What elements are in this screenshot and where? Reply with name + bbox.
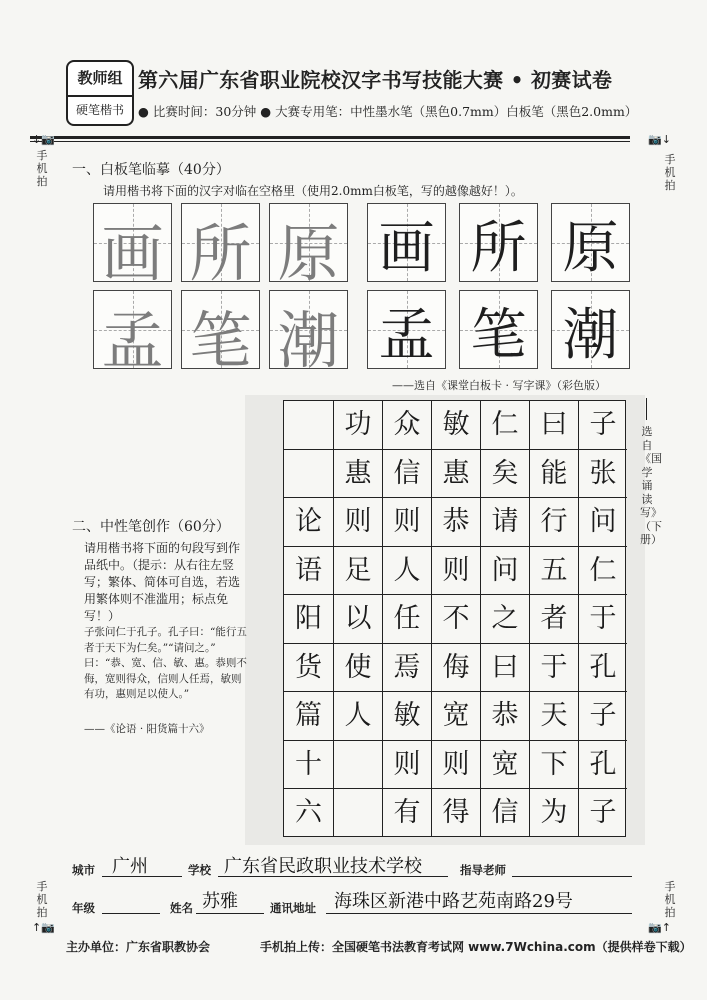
vertical-source: 选自《国学诵读写》（下册）	[640, 425, 662, 546]
grid-cell: 惠	[334, 450, 382, 499]
grid-cell: 于	[530, 644, 578, 693]
grid-cell: 孔	[579, 644, 627, 693]
writing-grid	[283, 400, 626, 837]
grid-cell: 恭	[481, 692, 529, 741]
grid-cell: 敏	[432, 401, 480, 450]
grid-cell: 侮	[432, 644, 480, 693]
quote-text: 子张问仁于孔子。孔子曰：“能行五者于天下为仁矣。”“请问之。” 曰：“恭、宽、信、敏、惠。恭则不侮，宽则得众，信则人任焉，敏则有功，惠则足以使人。”	[84, 626, 247, 700]
grid-cell: 语	[284, 547, 333, 596]
badge-group-label: 教师组	[68, 62, 132, 97]
section1-source: ——选自《课堂白板卡 · 写字课》（彩色版）	[392, 379, 606, 392]
grid-cell: 子	[579, 692, 627, 741]
grid-cell: 宽	[481, 741, 529, 790]
practice-cell: 潮	[551, 290, 630, 369]
grid-cell: 足	[334, 547, 382, 596]
grid-cell: 恭	[432, 498, 480, 547]
grid-cell: 者	[530, 595, 578, 644]
section1-heading: 一、白板笔临摹（40分）	[72, 162, 230, 178]
grid-cell: 敏	[383, 692, 431, 741]
address-line	[326, 913, 632, 914]
grid-cell: 论	[284, 498, 333, 547]
grid-cell: 货	[284, 644, 333, 693]
practice-cell: 原	[551, 203, 630, 282]
header-rule	[30, 136, 630, 139]
grid-cell: 子	[589, 797, 617, 828]
grid-cell: 众	[383, 401, 431, 450]
grid-cell: 曰	[481, 644, 529, 693]
model-cell: 潮	[269, 290, 348, 369]
grid-cell: 十	[284, 741, 333, 790]
grid-cell: 任	[383, 595, 431, 644]
teacher-label: 指导老师	[460, 863, 506, 877]
grid-cell: 信	[383, 450, 431, 499]
grid-cell: 得	[442, 797, 470, 828]
grid-cell: 人	[383, 547, 431, 596]
grid-cell: 则	[383, 498, 431, 547]
grid-column	[431, 401, 480, 836]
grid-cell: 六	[295, 797, 322, 828]
city-label: 城市	[72, 863, 95, 877]
grid-cell	[284, 401, 333, 450]
grid-cell: 以	[334, 595, 382, 644]
model-cell: 画	[93, 203, 172, 282]
address-value: 海珠区新港中路艺苑南路29号	[334, 891, 573, 912]
city-value: 广州	[112, 856, 148, 877]
quote-source: ——《论语 · 阳货篇十六》	[84, 723, 210, 735]
grid-cell	[334, 741, 382, 790]
name-line	[196, 913, 264, 914]
header-rule-thin	[30, 141, 630, 142]
teacher-line	[512, 876, 632, 877]
school-label: 学校	[188, 863, 211, 877]
grade-label: 年级	[72, 901, 95, 915]
grid-cell: 之	[481, 595, 529, 644]
grid-cell: 子	[579, 401, 627, 450]
grid-cell: 孔	[579, 741, 627, 790]
grid-cell: 阳	[284, 595, 333, 644]
section2-instruction: 请用楷书将下面的句段写到作品纸中。（提示：从右往左竖写；繁体、简体可自选，若选用繁体则不准滥用；标点免写！）	[84, 541, 241, 623]
grid-cell: 问	[579, 498, 627, 547]
camera-icon: ↓📷	[32, 133, 55, 146]
upload-info: 手机拍上传：全国硬笔书法教育考试网 www.7Wchina.com（提供样卷下载）	[260, 940, 692, 954]
grid-cell: 张	[579, 450, 627, 499]
grid-cell: 则	[334, 498, 382, 547]
practice-cell: 所	[459, 203, 538, 282]
grid-column	[480, 401, 529, 836]
section2-heading: 二、中性笔创作（60分）	[72, 519, 230, 535]
grid-cell: 则	[432, 547, 480, 596]
address-label: 通讯地址	[270, 901, 316, 915]
grid-cell: 天	[530, 692, 578, 741]
group-badge	[66, 60, 134, 126]
grid-column	[284, 401, 333, 836]
side-label-right-top: 手机拍	[664, 153, 676, 192]
grid-cell: 惠	[432, 450, 480, 499]
grid-cell: 能	[530, 450, 578, 499]
grid-cell: 于	[579, 595, 627, 644]
camera-icon: ↑📷	[32, 921, 55, 934]
side-label-left-top: 手机拍	[36, 149, 48, 188]
grid-cell: 行	[530, 498, 578, 547]
grid-cell: 曰	[530, 401, 578, 450]
grid-cell: 宽	[432, 692, 480, 741]
grid-cell: 则	[383, 741, 431, 790]
grid-cell: 问	[481, 547, 529, 596]
grid-column	[578, 401, 627, 836]
grid-cell: 矣	[481, 450, 529, 499]
name-label: 姓名	[170, 901, 193, 915]
grade-line	[102, 913, 160, 914]
grid-cell: 使	[334, 644, 382, 693]
model-cell: 孟	[93, 290, 172, 369]
grid-cell: 功	[334, 401, 382, 450]
grid-column	[382, 401, 431, 836]
grid-cell: 请	[481, 498, 529, 547]
practice-cell: 孟	[367, 290, 446, 369]
side-label-right-bottom: 手机拍	[664, 880, 676, 919]
grid-cell: 不	[432, 595, 480, 644]
grid-cell: 人	[334, 692, 382, 741]
side-label-left-bottom: 手机拍	[36, 880, 48, 919]
model-cell: 所	[181, 203, 260, 282]
grid-cell	[334, 789, 382, 838]
school-value: 广东省民政职业技术学校	[224, 856, 422, 877]
grid-cell: 信	[491, 797, 519, 828]
grid-column	[529, 401, 578, 836]
exam-info: ● 比赛时间：30分钟 ● 大赛专用笔：中性墨水笔（黑色0.7mm）白板笔（黑色2.0mm）	[138, 104, 638, 119]
grid-cell: 仁	[481, 401, 529, 450]
grid-cell: 焉	[383, 644, 431, 693]
grid-cell: 仁	[579, 547, 627, 596]
grid-cell: 五	[530, 547, 578, 596]
grid-cell: 下	[530, 741, 578, 790]
camera-icon: 📷↑	[648, 921, 671, 934]
organizer: 主办单位：广东省职教协会	[66, 940, 211, 954]
grid-cell: 为	[540, 797, 568, 828]
practice-cell: 笔	[459, 290, 538, 369]
source-rule	[646, 398, 647, 420]
grid-cell	[284, 450, 333, 499]
practice-cell: 画	[367, 203, 446, 282]
badge-category-label: 硬笔楷书	[75, 103, 124, 117]
model-cell: 原	[269, 203, 348, 282]
camera-icon: 📷↓	[648, 133, 671, 146]
grid-cell: 有	[393, 797, 421, 828]
name-value: 苏雅	[202, 891, 238, 912]
grid-column	[333, 401, 382, 836]
grid-cell: 篇	[284, 692, 333, 741]
section1-instruction: 请用楷书将下面的汉字对临在空格里（使用2.0mm白板笔，写的越像越好！）。	[103, 184, 523, 198]
model-cell: 笔	[181, 290, 260, 369]
grid-cell: 则	[432, 741, 480, 790]
page-title: 第六届广东省职业院校汉字书写技能大赛 • 初赛试卷	[138, 68, 613, 92]
